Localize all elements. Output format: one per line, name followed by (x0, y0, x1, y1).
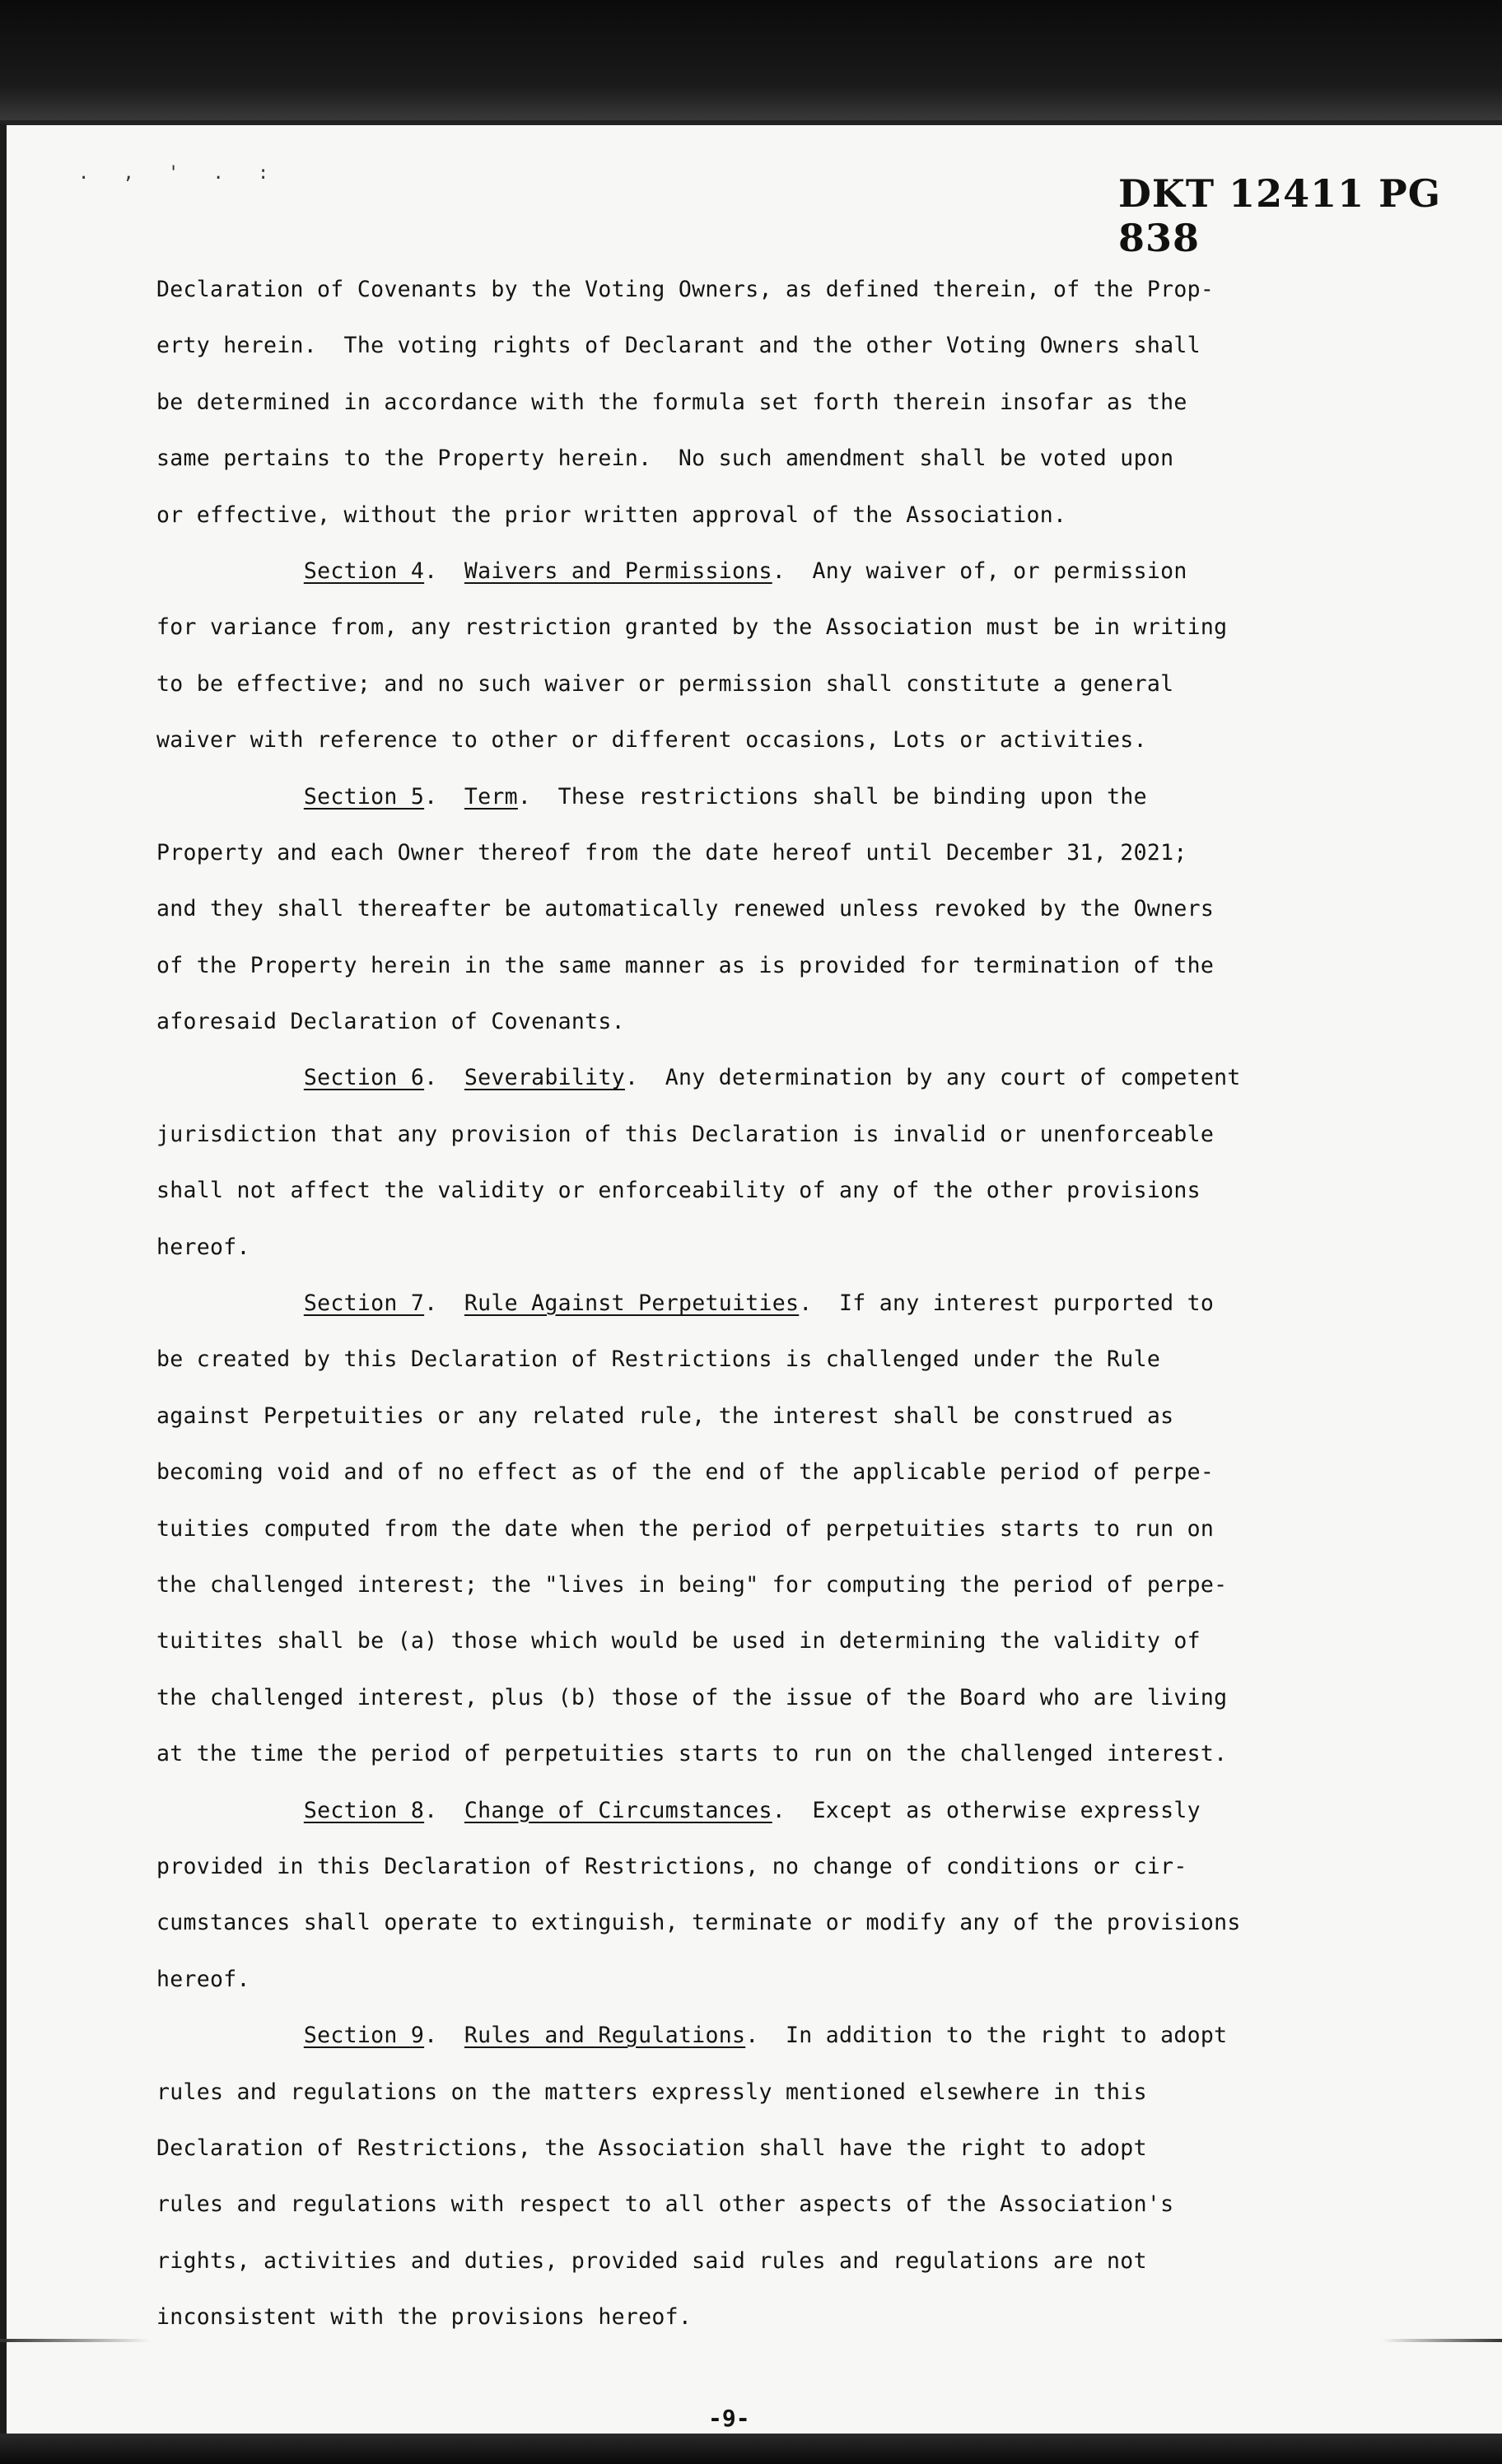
line-text: rights, activities and duties, provided said rules and regulations are not (156, 2247, 1147, 2274)
line-text: be created by this Declaration of Restrictions is challenged under the Rule (156, 1346, 1161, 1373)
section-title: Term (464, 783, 518, 810)
section-title: Change of Circumstances (464, 1797, 772, 1823)
text-line (156, 488, 1392, 544)
line-text: tuitites shall be (a) those which would be used in determining the validity of (156, 1628, 1201, 1654)
line-text: tuities computed from the date when the period of perpetuities starts to run on (156, 1515, 1215, 1542)
section-title: Waivers and Permissions (464, 558, 772, 584)
line-text-after-title: . If any interest purported to (799, 1290, 1215, 1317)
line-text: the challenged interest; the "lives in being" for computing the period of perpe- (156, 1571, 1228, 1598)
section-heading-line (156, 1050, 1392, 1106)
page-number: -9- (708, 2405, 750, 2432)
section-heading-line (156, 1276, 1392, 1332)
line-text: Property and each Owner thereof from the date hereof until December 31, 2021; (156, 839, 1187, 866)
section-title: Rule Against Perpetuities (464, 1290, 800, 1317)
text-line (156, 1388, 1392, 1444)
stray-marks: . , ' . : (78, 163, 281, 184)
text-line (156, 1107, 1392, 1163)
section-number: Section 5 (303, 783, 425, 810)
line-text (156, 558, 304, 584)
line-text: erty herein. The voting rights of Declarant and the other Voting Owners shall (156, 333, 1201, 359)
section-heading-line (156, 1783, 1392, 1839)
line-text: inconsistent with the provisions hereof. (156, 2304, 693, 2331)
section-separator: . (424, 558, 464, 584)
line-text (156, 1798, 304, 1823)
text-line (156, 2233, 1392, 2289)
text-line (156, 712, 1392, 768)
line-text (156, 1290, 304, 1316)
line-text: waiver with reference to other or different occasions, Lots or activities. (156, 727, 1147, 754)
text-line (156, 2177, 1392, 2233)
text-line (156, 262, 1392, 318)
line-text: against Perpetuities or any related rule, the interest shall be construed as (156, 1402, 1174, 1429)
section-separator: . (424, 783, 464, 810)
document-body (156, 262, 1392, 2345)
section-heading-line (156, 2008, 1392, 2064)
line-text-after-title: . Any determination by any court of competent (624, 1065, 1241, 1091)
text-line (156, 318, 1392, 374)
text-line (156, 1163, 1392, 1219)
section-heading-line (156, 769, 1392, 825)
text-line (156, 825, 1392, 881)
line-text: or effective, without the prior written approval of the Association. (156, 502, 1067, 528)
text-line (156, 431, 1392, 487)
section-title: Rules and Regulations (464, 2023, 746, 2049)
text-line (156, 1501, 1392, 1557)
line-text: be determined in accordance with the formula set forth therein insofar as the (156, 389, 1187, 415)
section-number: Section 8 (303, 1797, 425, 1823)
docket-reference: DKT 12411 PG 838 (1118, 171, 1442, 260)
line-text: shall not affect the validity or enforceability of any of the other provisions (156, 1178, 1201, 1204)
scan-left-edge (0, 124, 7, 2434)
line-text: cumstances shall operate to extinguish, terminate or modify any of the provisions (156, 1910, 1241, 1936)
line-text: to be effective; and no such waiver or permission shall constitute a general (156, 670, 1174, 697)
scan-top-border (0, 120, 1502, 125)
line-text-after-title: . Any waiver of, or permission (772, 558, 1187, 584)
line-text: Declaration of Restrictions, the Association shall have the right to adopt (156, 2135, 1147, 2161)
line-text (156, 1065, 304, 1090)
text-line (156, 1444, 1392, 1500)
text-line (156, 1726, 1392, 1782)
line-text: aforesaid Declaration of Covenants. (156, 1009, 625, 1035)
line-text: for variance from, any restriction granted by the Association must be in writing (156, 614, 1228, 641)
text-line (156, 375, 1392, 431)
section-separator: . (424, 1797, 464, 1823)
text-line (156, 938, 1392, 994)
section-heading-line (156, 544, 1392, 600)
line-text: the challenged interest, plus (b) those of the issue of the Board who are living (156, 1684, 1228, 1710)
line-text-after-title: . Except as otherwise expressly (772, 1797, 1201, 1823)
text-line (156, 1332, 1392, 1388)
text-line (156, 1557, 1392, 1613)
text-line (156, 600, 1392, 656)
section-separator: . (424, 1065, 464, 1091)
section-number: Section 6 (303, 1065, 425, 1091)
section-number: Section 7 (303, 1290, 425, 1317)
line-text (156, 2023, 304, 2048)
line-text-after-title: . In addition to the right to adopt (745, 2023, 1228, 2049)
line-text: at the time the period of perpetuities starts to run on the challenged interest. (156, 1741, 1228, 1767)
section-separator: . (424, 1290, 464, 1317)
text-line (156, 1895, 1392, 1951)
text-line (156, 1613, 1392, 1669)
section-separator: . (424, 2023, 464, 2049)
text-line (156, 994, 1392, 1050)
line-text: rules and regulations on the matters expressly mentioned elsewhere in this (156, 2079, 1147, 2105)
text-line (156, 2289, 1392, 2345)
section-number: Section 9 (303, 2023, 425, 2049)
text-line (156, 2065, 1392, 2121)
line-text: same pertains to the Property herein. No such amendment shall be voted upon (156, 446, 1174, 472)
text-line (156, 1670, 1392, 1726)
section-title: Severability (464, 1065, 625, 1091)
text-line (156, 881, 1392, 937)
text-line (156, 1220, 1392, 1276)
text-line (156, 1839, 1392, 1895)
line-text: rules and regulations with respect to all other aspects of the Association's (156, 2191, 1174, 2218)
section-number: Section 4 (303, 558, 425, 584)
line-text: provided in this Declaration of Restrictions, no change of conditions or cir- (156, 1853, 1187, 1879)
line-text-after-title: . These restrictions shall be binding upon the (517, 783, 1147, 810)
text-line (156, 1952, 1392, 2008)
line-text: becoming void and of no effect as of the end of the applicable period of perpe- (156, 1459, 1215, 1486)
line-text: jurisdiction that any provision of this Declaration is invalid or unenforceable (156, 1121, 1215, 1147)
line-text: hereof. (156, 1966, 250, 1992)
line-text (156, 784, 304, 810)
line-text: and they shall thereafter be automatically renewed unless revoked by the Owners (156, 896, 1215, 922)
line-text: Declaration of Covenants by the Voting Owners, as defined therein, of the Prop- (156, 277, 1215, 302)
line-text: hereof. (156, 1234, 250, 1260)
scan-bottom-edge (0, 2434, 1502, 2464)
text-line (156, 2121, 1392, 2177)
text-line (156, 656, 1392, 712)
scan-top-edge (0, 0, 1502, 122)
line-text: of the Property herein in the same manner as is provided for termination of the (156, 952, 1215, 978)
